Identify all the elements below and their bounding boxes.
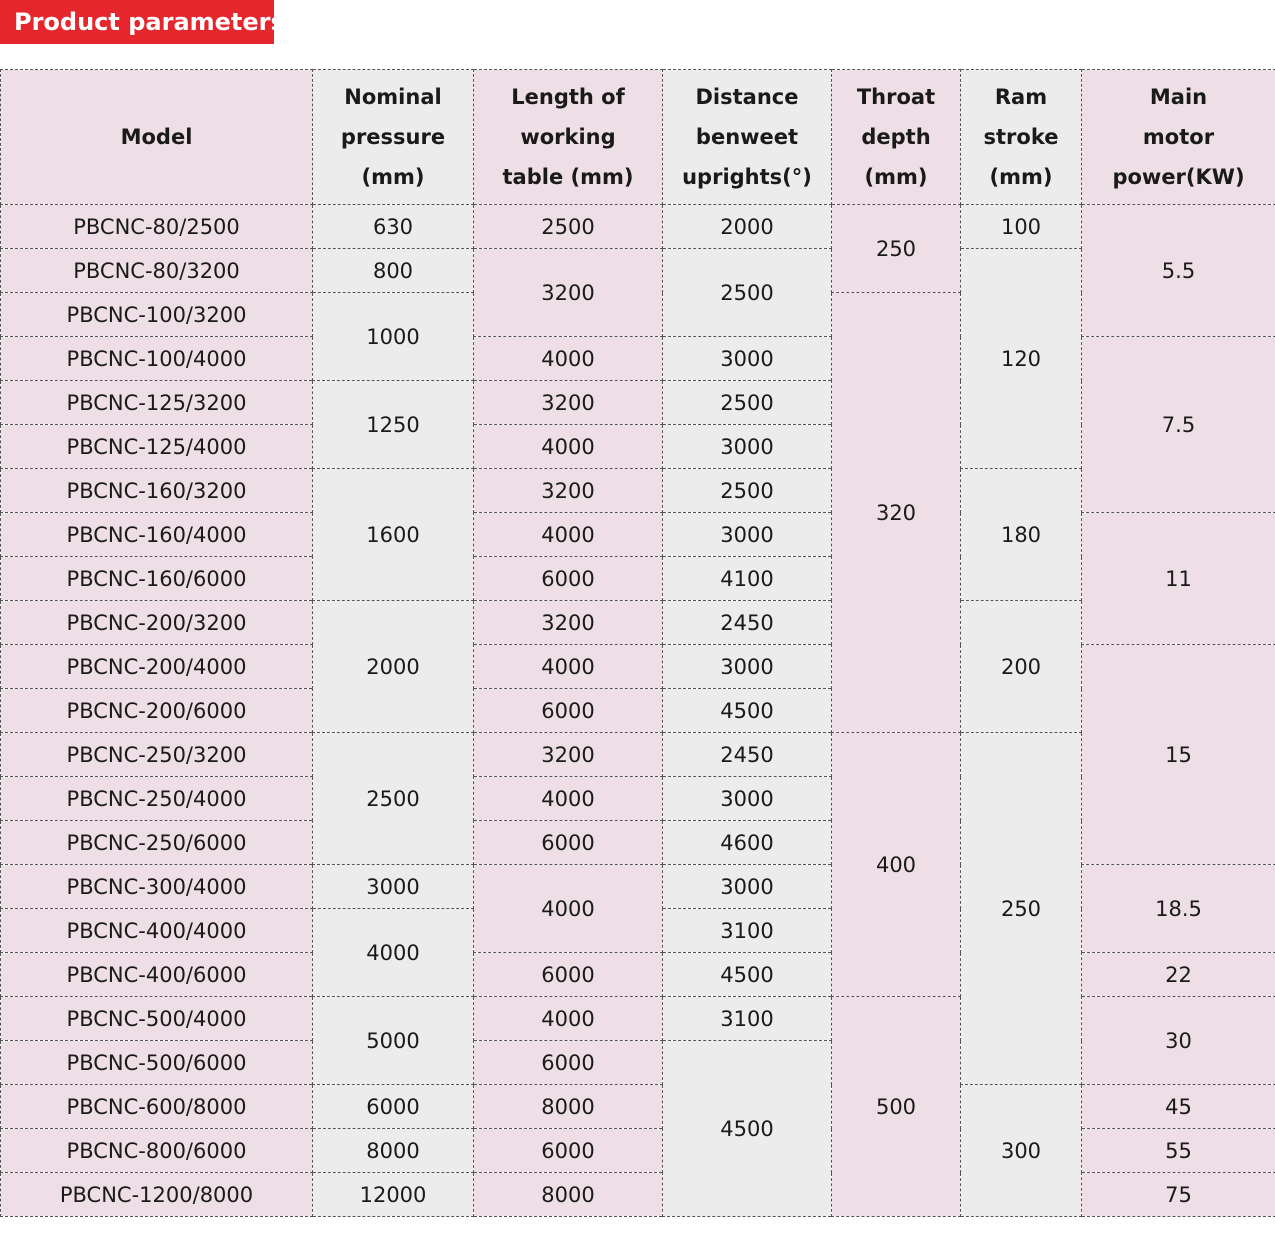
cell-table: 4000: [474, 865, 663, 953]
cell-pressure: 4000: [313, 909, 474, 997]
cell-model: PBCNC-125/4000: [1, 425, 313, 469]
product-parameters-table: [0, 69, 1275, 1217]
cell-table: 4000: [474, 513, 663, 557]
cell-distance: 2500: [663, 381, 832, 425]
cell-table: 4000: [474, 777, 663, 821]
cell-power: 11: [1082, 513, 1275, 645]
table-row: [1, 865, 1275, 909]
cell-table: 4000: [474, 997, 663, 1041]
cell-model: PBCNC-250/6000: [1, 821, 313, 865]
cell-stroke: 100: [961, 205, 1082, 249]
cell-power: 75: [1082, 1173, 1275, 1217]
cell-model: PBCNC-250/3200: [1, 733, 313, 777]
table-row: [1, 645, 1275, 689]
section-title-badge: Product parameters: [0, 0, 274, 44]
cell-distance: 3000: [663, 425, 832, 469]
cell-model: PBCNC-160/3200: [1, 469, 313, 513]
cell-distance: 2450: [663, 601, 832, 645]
cell-pressure: 2500: [313, 733, 474, 865]
cell-model: PBCNC-80/2500: [1, 205, 313, 249]
cell-model: PBCNC-600/8000: [1, 1085, 313, 1129]
cell-stroke: 300: [961, 1085, 1082, 1217]
header-pressure-line: pressure: [340, 125, 446, 149]
header-pressure-line: (mm): [361, 165, 425, 189]
cell-table: 4000: [474, 337, 663, 381]
cell-stroke: 180: [961, 469, 1082, 601]
cell-distance: 4500: [663, 689, 832, 733]
cell-distance: 3000: [663, 337, 832, 381]
header-distance-line: uprights(°): [682, 165, 812, 189]
header-table-line: table (mm): [502, 165, 634, 189]
cell-power: 18.5: [1082, 865, 1275, 953]
cell-model: PBCNC-200/4000: [1, 645, 313, 689]
header-throat-line: depth: [861, 125, 931, 149]
cell-pressure: 2000: [313, 601, 474, 733]
cell-pressure: 1000: [313, 293, 474, 381]
table-row: [1, 513, 1275, 557]
cell-distance: 2500: [663, 469, 832, 513]
cell-model: PBCNC-500/4000: [1, 997, 313, 1041]
cell-distance: 3000: [663, 513, 832, 557]
cell-table: 3200: [474, 469, 663, 513]
cell-stroke: 250: [961, 733, 1082, 1085]
table-row: [1, 1085, 1275, 1129]
cell-throat: 250: [832, 205, 961, 293]
cell-model: PBCNC-1200/8000: [1, 1173, 313, 1217]
cell-distance: 2450: [663, 733, 832, 777]
cell-stroke: 200: [961, 601, 1082, 733]
cell-distance: 4600: [663, 821, 832, 865]
header-stroke: [961, 70, 1082, 205]
cell-model: PBCNC-300/4000: [1, 865, 313, 909]
cell-distance: 3100: [663, 997, 832, 1041]
cell-model: PBCNC-500/6000: [1, 1041, 313, 1085]
cell-throat: 500: [832, 997, 961, 1217]
cell-table: 6000: [474, 1041, 663, 1085]
cell-distance: 3000: [663, 777, 832, 821]
header-row: [1, 70, 1275, 205]
table-row: [1, 997, 1275, 1041]
cell-distance: 2500: [663, 249, 832, 337]
cell-distance: 3000: [663, 865, 832, 909]
cell-table: 2500: [474, 205, 663, 249]
cell-throat: 320: [832, 293, 961, 733]
cell-pressure: 630: [313, 205, 474, 249]
header-model-line: Model: [120, 125, 193, 149]
cell-pressure: 3000: [313, 865, 474, 909]
cell-power: 22: [1082, 953, 1275, 997]
header-table: [474, 70, 663, 205]
header-throat: [832, 70, 961, 205]
cell-pressure: 1250: [313, 381, 474, 469]
cell-table: 6000: [474, 821, 663, 865]
cell-table: 3200: [474, 733, 663, 777]
cell-pressure: 1600: [313, 469, 474, 601]
cell-distance: 2000: [663, 205, 832, 249]
header-stroke-line: Ram: [994, 85, 1048, 109]
cell-power: 30: [1082, 997, 1275, 1085]
header-power-line: motor: [1142, 125, 1215, 149]
cell-stroke: 120: [961, 249, 1082, 469]
cell-model: PBCNC-80/3200: [1, 249, 313, 293]
header-pressure: [313, 70, 474, 205]
cell-throat: 400: [832, 733, 961, 997]
table-row: [1, 205, 1275, 249]
cell-power: 15: [1082, 645, 1275, 865]
cell-distance: 3100: [663, 909, 832, 953]
header-stroke-line: stroke: [983, 125, 1059, 149]
cell-table: 4000: [474, 425, 663, 469]
cell-power: 5.5: [1082, 205, 1275, 337]
table-row: [1, 1173, 1275, 1217]
cell-power: 55: [1082, 1129, 1275, 1173]
cell-pressure: 8000: [313, 1129, 474, 1173]
header-power: [1082, 70, 1275, 205]
cell-model: PBCNC-400/4000: [1, 909, 313, 953]
header-throat-line: (mm): [864, 165, 928, 189]
cell-distance: 4500: [663, 953, 832, 997]
header-pressure-line: Nominal: [344, 85, 442, 109]
cell-distance: 4500: [663, 1041, 832, 1217]
header-distance-line: benweet: [695, 125, 799, 149]
header-throat-line: Throat: [856, 85, 936, 109]
cell-pressure: 5000: [313, 997, 474, 1085]
cell-table: 3200: [474, 601, 663, 645]
cell-pressure: 800: [313, 249, 474, 293]
cell-table: 6000: [474, 689, 663, 733]
header-distance: [663, 70, 832, 205]
cell-table: 8000: [474, 1085, 663, 1129]
cell-table: 3200: [474, 381, 663, 425]
header-distance-line: Distance: [695, 85, 799, 109]
header-power-line: power(KW): [1112, 165, 1245, 189]
cell-model: PBCNC-160/6000: [1, 557, 313, 601]
cell-table: 3200: [474, 249, 663, 337]
cell-model: PBCNC-400/6000: [1, 953, 313, 997]
cell-model: PBCNC-800/6000: [1, 1129, 313, 1173]
table-row: [1, 953, 1275, 997]
table-row: [1, 1129, 1275, 1173]
cell-distance: 3000: [663, 645, 832, 689]
cell-pressure: 6000: [313, 1085, 474, 1129]
header-power-line: Main: [1149, 85, 1208, 109]
cell-model: PBCNC-200/3200: [1, 601, 313, 645]
header-table-line: Length of: [511, 85, 625, 109]
cell-power: 45: [1082, 1085, 1275, 1129]
cell-model: PBCNC-125/3200: [1, 381, 313, 425]
table-row: [1, 337, 1275, 381]
header-model: [1, 70, 313, 205]
cell-table: 8000: [474, 1173, 663, 1217]
cell-table: 6000: [474, 953, 663, 997]
cell-table: 6000: [474, 1129, 663, 1173]
cell-table: 4000: [474, 645, 663, 689]
cell-table: 6000: [474, 557, 663, 601]
header-table-line: working: [520, 125, 616, 149]
cell-model: PBCNC-100/4000: [1, 337, 313, 381]
cell-distance: 4100: [663, 557, 832, 601]
cell-model: PBCNC-200/6000: [1, 689, 313, 733]
product-parameters-table-wrap: [0, 69, 1275, 1217]
cell-power: 7.5: [1082, 337, 1275, 513]
cell-model: PBCNC-250/4000: [1, 777, 313, 821]
header-stroke-line: (mm): [989, 165, 1053, 189]
cell-model: PBCNC-100/3200: [1, 293, 313, 337]
cell-model: PBCNC-160/4000: [1, 513, 313, 557]
cell-pressure: 12000: [313, 1173, 474, 1217]
